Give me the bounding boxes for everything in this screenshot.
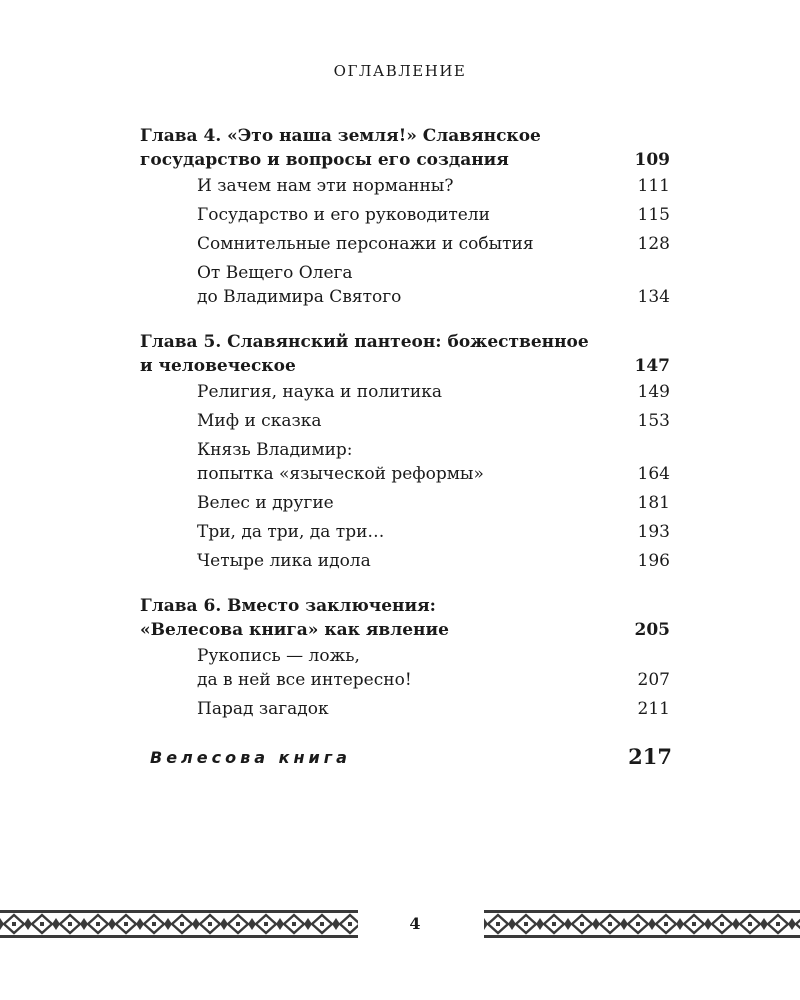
section-entry[interactable]	[197, 201, 670, 230]
section-title-line: Велес и другие	[197, 493, 334, 513]
chapter-page-number: 109	[634, 150, 670, 170]
section-page-number: 196	[637, 551, 670, 571]
chapter-title-line: государство и вопросы его создания	[140, 150, 509, 170]
chapter-entry	[140, 330, 670, 576]
chapter-title-line: Глава 6. Вместо заключения:	[140, 596, 436, 616]
section-title-line: Религия, наука и политика	[197, 382, 442, 402]
section-title-line: Рукопись — ложь,	[197, 646, 360, 666]
running-head: ОГЛАВЛЕНИЕ	[333, 62, 467, 80]
section-title-line: Князь Владимир:	[197, 440, 353, 460]
section-page-number: 211	[637, 699, 670, 719]
section-title-line: Миф и сказка	[197, 411, 322, 431]
section-page-number: 193	[637, 522, 670, 542]
section-title-line: попытка «языческой реформы»	[197, 464, 484, 484]
section-title-line: Сомнительные персонажи и события	[197, 234, 534, 254]
chapter-title-line: и человеческое	[140, 356, 296, 376]
section-title-line: От Вещего Олега	[197, 263, 353, 283]
ornament-left	[0, 910, 358, 938]
section-page-number: 164	[637, 464, 670, 484]
chapter-entry	[140, 124, 670, 312]
section-entry[interactable]	[197, 547, 670, 576]
section-title-line: Парад загадок	[197, 699, 329, 719]
section-title-line: Три, да три, да три…	[197, 522, 385, 542]
chapter-heading[interactable]	[140, 330, 670, 378]
section-title-line: Государство и его руководители	[197, 205, 490, 225]
section-entry[interactable]	[197, 518, 670, 547]
chapter-heading[interactable]	[140, 594, 670, 642]
section-entry[interactable]	[197, 259, 670, 312]
section-page-number: 115	[637, 205, 670, 225]
final-entry-title: Велесова книга	[150, 748, 351, 767]
final-entry[interactable]	[150, 744, 670, 774]
chapter-entry	[140, 594, 670, 724]
section-page-number: 111	[637, 176, 670, 196]
section-entry[interactable]	[197, 172, 670, 201]
section-entry[interactable]	[197, 489, 670, 518]
final-entry-page: 217	[628, 744, 672, 769]
section-page-number: 207	[637, 670, 670, 690]
section-entry[interactable]	[197, 407, 670, 436]
section-entry[interactable]	[197, 378, 670, 407]
section-page-number: 134	[637, 287, 670, 307]
section-title-line: Четыре лика идола	[197, 551, 371, 571]
section-entry[interactable]	[197, 695, 670, 724]
chapter-title-line: «Велесова книга» как явление	[140, 620, 449, 640]
chapter-title-line: Глава 5. Славянский пантеон: божественное	[140, 332, 589, 352]
section-title-line: И зачем нам эти норманны?	[197, 176, 454, 196]
section-page-number: 181	[637, 493, 670, 513]
section-page-number: 149	[637, 382, 670, 402]
chapter-page-number: 147	[634, 356, 670, 376]
table-of-contents	[140, 124, 670, 742]
section-entry[interactable]	[197, 642, 670, 695]
section-title-line: да в ней все интересно!	[197, 670, 412, 690]
section-entry[interactable]	[197, 230, 670, 259]
section-entry[interactable]	[197, 436, 670, 489]
section-title-line: до Владимира Святого	[197, 287, 402, 307]
page-number: 4	[409, 914, 421, 933]
section-page-number: 128	[637, 234, 670, 254]
chapter-page-number: 205	[634, 620, 670, 640]
section-page-number: 153	[637, 411, 670, 431]
ornament-right	[484, 910, 800, 938]
chapter-title-line: Глава 4. «Это наша земля!» Славянское	[140, 126, 541, 146]
chapter-heading[interactable]	[140, 124, 670, 172]
